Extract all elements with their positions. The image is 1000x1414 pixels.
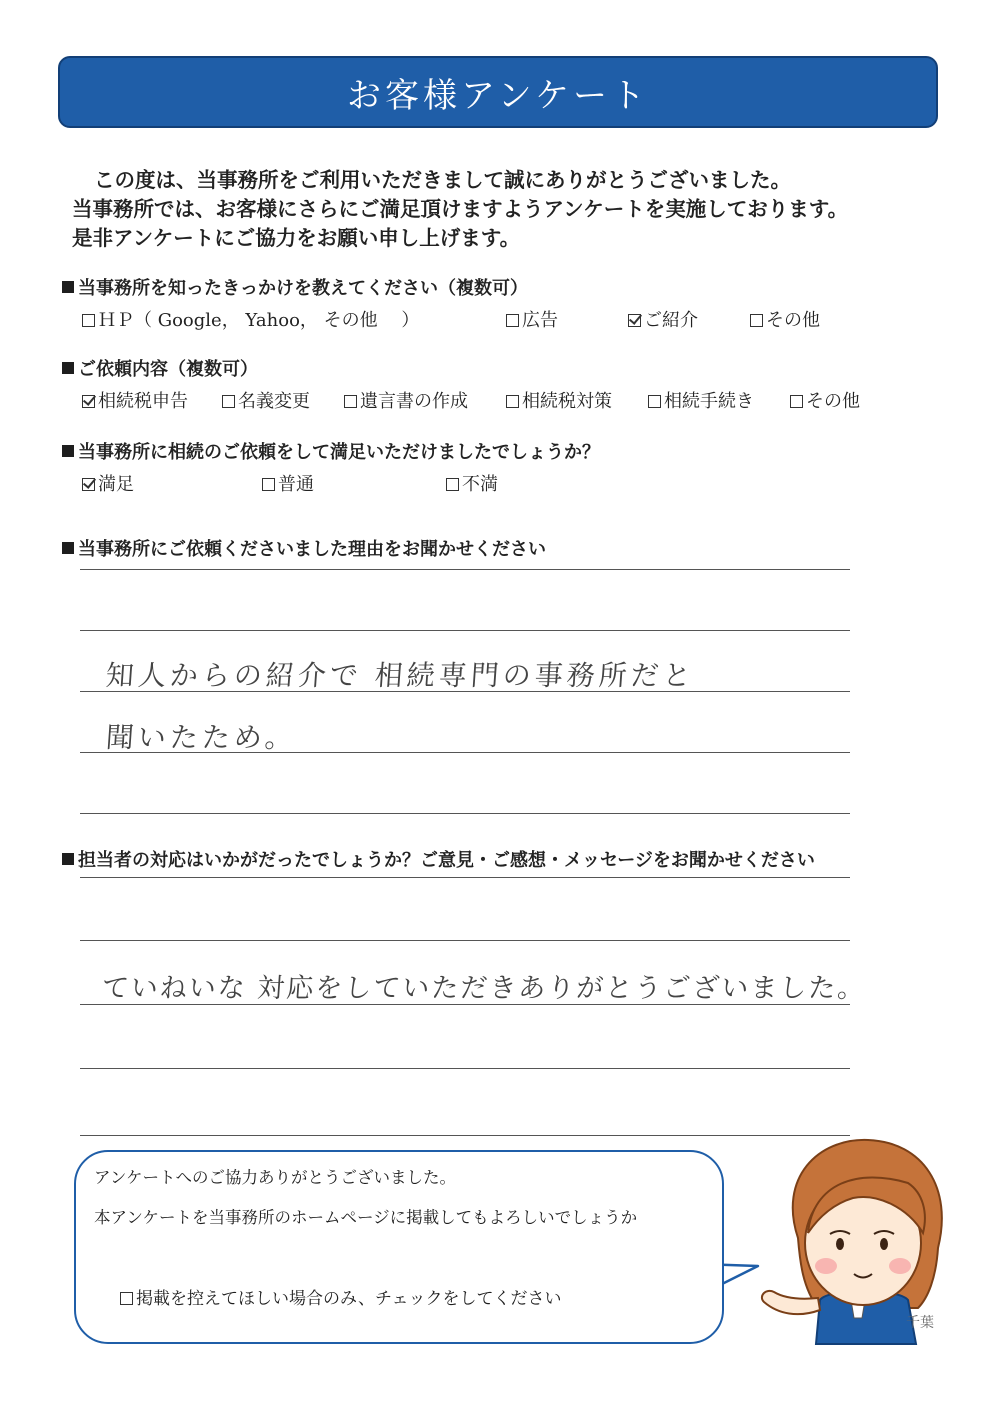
q2-option-other[interactable]: その他	[790, 387, 860, 413]
intro-line-3: 是非アンケートにご協力をお願い申し上げます。	[72, 226, 521, 250]
bullet-square-icon	[62, 281, 74, 293]
q2-option-will[interactable]: 遺言書の作成	[344, 387, 468, 413]
question-2-heading: ご依頼内容（複数可）	[62, 355, 258, 381]
checkbox-icon[interactable]	[344, 395, 357, 408]
checkbox-icon[interactable]	[648, 395, 661, 408]
publish-question: 本アンケートを当事務所のホームページに掲載してもよろしいでしょうか	[94, 1208, 638, 1227]
answer-line	[80, 877, 850, 878]
answer-line	[80, 630, 850, 631]
checkbox-icon[interactable]	[506, 395, 519, 408]
answer-line	[80, 569, 850, 570]
question-4-heading: 当事務所にご依頼くださいました理由をお聞かせください	[62, 535, 546, 561]
q3-option-average[interactable]: 普通	[262, 470, 314, 496]
checkbox-icon[interactable]	[262, 478, 275, 491]
bullet-square-icon	[62, 362, 74, 374]
q2-option-tax-planning[interactable]: 相続税対策	[506, 387, 612, 413]
q1-option-referral[interactable]: ご紹介	[628, 306, 698, 332]
title-banner	[58, 56, 938, 128]
question-1-heading: 当事務所を知ったきっかけを教えてください（複数可）	[62, 274, 528, 300]
q1-option-other[interactable]: その他	[750, 306, 820, 332]
intro-line-2: 当事務所では、お客様にさらにご満足頂けますようアンケートを実施しております。	[72, 197, 849, 221]
checkbox-icon[interactable]	[790, 395, 803, 408]
bullet-square-icon	[62, 445, 74, 457]
intro-line-1: この度は、当事務所をご利用いただきまして誠にありがとうございました。	[94, 168, 791, 192]
checkbox-icon[interactable]	[82, 314, 95, 327]
answer-line	[80, 940, 850, 941]
handwritten-answer-q4-line1: 知人からの紹介で 相続専門の事務所だと	[104, 659, 696, 692]
checkbox-icon[interactable]	[120, 1292, 133, 1305]
q1-option-hp[interactable]: ＨＰ（ Google， Yahoo， その他 ）	[82, 306, 419, 332]
question-5-heading: 担当者の対応はいかがだったでしょうか？ご意見・ご感想・メッセージをお聞かせください	[62, 846, 815, 872]
answer-line	[80, 1068, 850, 1069]
q2-option-procedures[interactable]: 相続手続き	[648, 387, 754, 413]
checkbox-checked-icon[interactable]	[82, 395, 95, 408]
checkbox-checked-icon[interactable]	[628, 314, 641, 327]
answer-line	[80, 1135, 850, 1136]
thanks-message: アンケートへのご協力ありがとうございました。	[94, 1168, 457, 1187]
handwritten-answer-q4-line2: 聞いたため。	[104, 721, 298, 754]
page-title: お客様アンケート	[347, 75, 649, 116]
q3-option-dissatisfied[interactable]: 不満	[446, 470, 498, 496]
handwritten-answer-q5-line1: ていねいな 対応をしていただきありがとうございました。	[100, 973, 868, 1004]
checkbox-checked-icon[interactable]	[82, 478, 95, 491]
q1-option-ad[interactable]: 広告	[506, 306, 558, 332]
intro-text	[72, 166, 952, 253]
speech-bubble	[74, 1150, 724, 1344]
staff-signature: 千葉	[906, 1315, 934, 1331]
answer-line	[80, 813, 850, 814]
bullet-square-icon	[62, 853, 74, 865]
checkbox-icon[interactable]	[750, 314, 763, 327]
q2-option-title-change[interactable]: 名義変更	[222, 387, 310, 413]
checkbox-icon[interactable]	[222, 395, 235, 408]
checkbox-icon[interactable]	[506, 314, 519, 327]
publish-optout-option[interactable]: 掲載を控えてほしい場合のみ、チェックをしてください	[120, 1284, 562, 1309]
q3-option-satisfied[interactable]: 満足	[82, 470, 134, 496]
checkbox-icon[interactable]	[446, 478, 459, 491]
q2-option-tax-filing[interactable]: 相続税申告	[82, 387, 188, 413]
bullet-square-icon	[62, 542, 74, 554]
question-3-heading: 当事務所に相続のご依頼をして満足いただけましたでしょうか？	[62, 438, 600, 464]
